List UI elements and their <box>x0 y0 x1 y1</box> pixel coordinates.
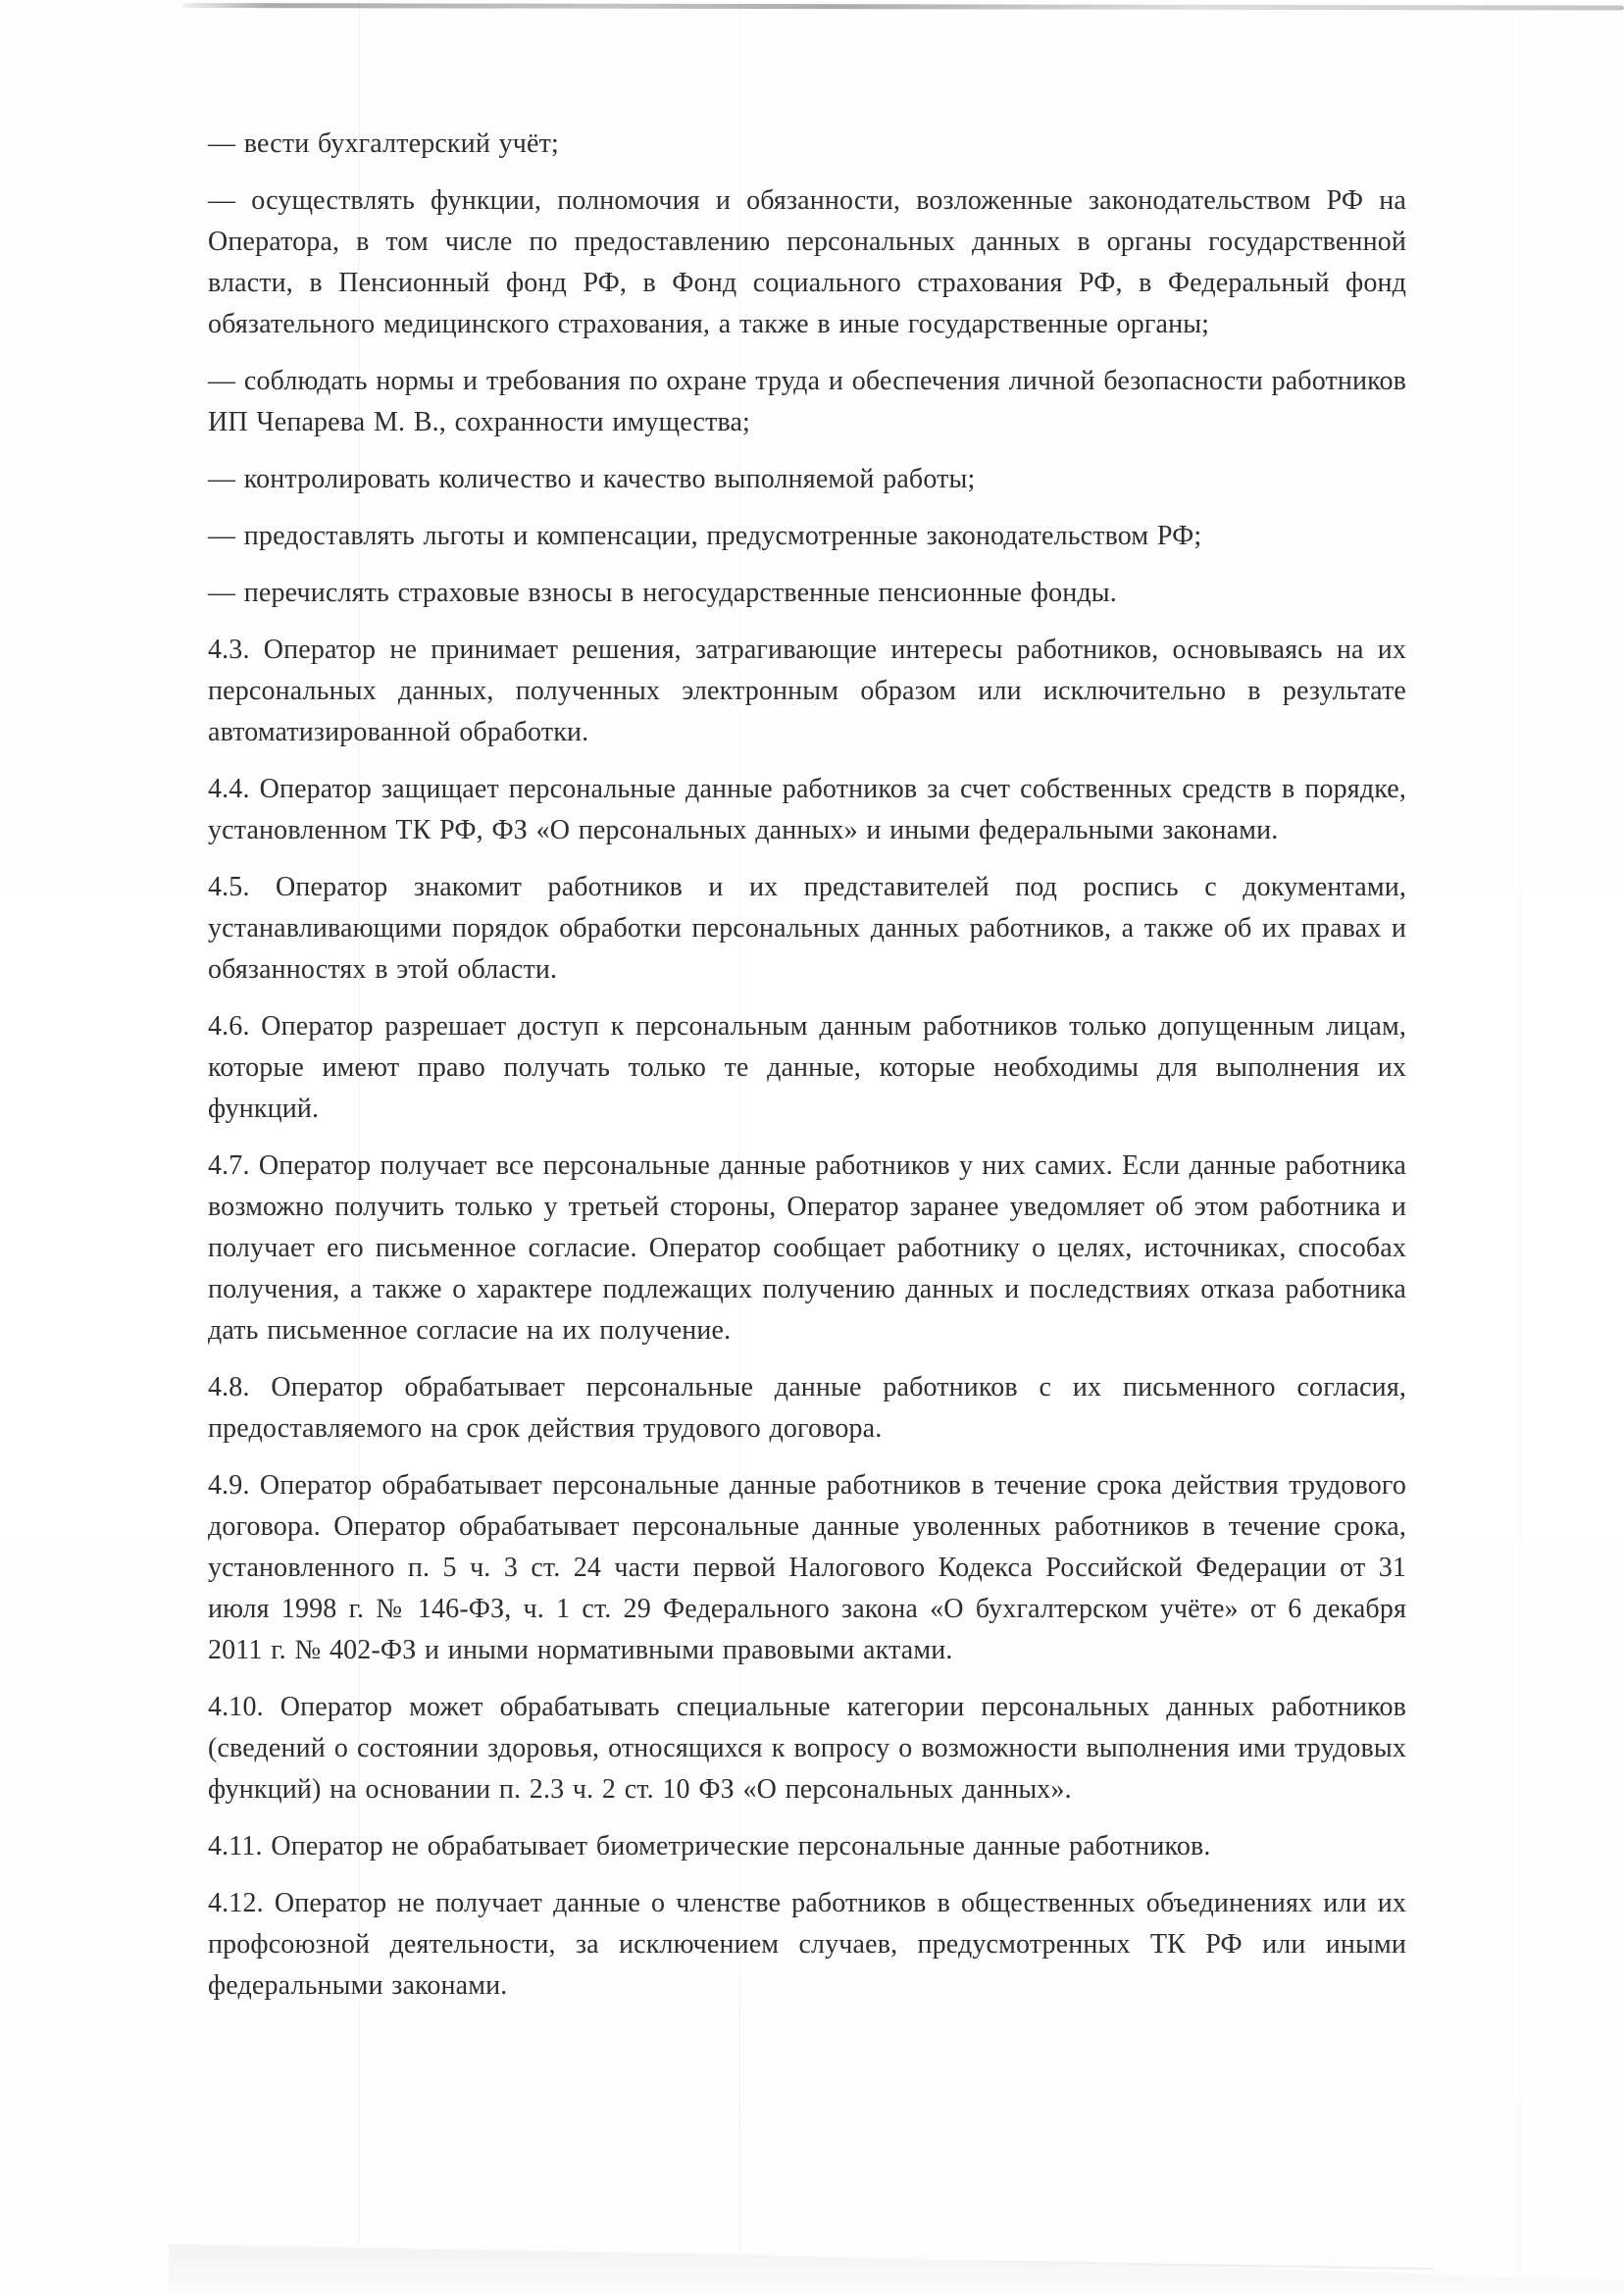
scan-artifact-bottom-shadow <box>169 2237 1624 2294</box>
scan-artifact-streak <box>1519 0 1521 2294</box>
clause-4-5: 4.5. Оператор знакомит работников и их представителей под роспись с документами, устанавливающими порядок обработки персональных данных работников, а также об их правах и обязанностях в этой области. <box>208 872 1406 985</box>
clause-4-7: 4.7. Оператор получает все персональные данные работников у них самих. Если данные работника возможно получить только у третьей стороны, Оператор заранее уведомляет об этом работника и получает его письменное согласие. Оператор сообщает работнику о целях, источниках, способах получения, а также о характере подлежащих получению данных и последствиях отказа работника дать письменное согласие на их получение. <box>208 1150 1406 1346</box>
clause-4-6: 4.6. Оператор разрешает доступ к персональным данным работников только допущенным лицам, которые имеют право получать только те данные, которые необходимы для выполнения их функций. <box>208 1011 1406 1124</box>
clause-4-4: 4.4. Оператор защищает персональные данные работников за счет собственных средств в порядке, установленном ТК РФ, ФЗ «О персональных данных» и иными федеральными законами. <box>208 774 1406 845</box>
clause-4-9: 4.9. Оператор обрабатывает персональные данные работников в течение срока действия трудового договора. Оператор обрабатывает персональные данные уволенных работников в течение срока, установленного п. 5 ч. 3 ст. 24 части первой Налогового Кодекса Российской Федерации от 31 июля 1998 г. № 146-ФЗ, ч. 1 ст. 29 Федерального закона «О бухгалтерском учёте» от 6 декабря 2011 г. № 402-ФЗ и иными нормативными правовыми актами. <box>208 1470 1406 1665</box>
scan-artifact-top-line <box>182 3 1624 11</box>
clause-4-11: 4.11. Оператор не обрабатывает биометрические персональные данные работников. <box>208 1831 1211 1861</box>
document-body <box>208 124 1406 2022</box>
list-item-benefits: — предоставлять льготы и компенсации, предусмотренные законодательством РФ; <box>208 521 1202 551</box>
clause-4-10: 4.10. Оператор может обрабатывать специальные категории персональных данных работников (сведений о состоянии здоровья, относящихся к вопросу о возможности выполнения ими трудовых функций) на основании п. 2.3 ч. 2 ст. 10 ФЗ «О персональных данных». <box>208 1692 1406 1805</box>
list-item-functions: — осуществлять функции, полномочия и обязанности, возложенные законодательством РФ на Оператора, в том числе по предоставлению персональных данных в органы государственной власти, в Пенсионный фонд РФ, в Фонд социального страхования РФ, в Федеральный фонд обязательного медицинского страхования, а также в иные государственные органы; <box>208 185 1406 339</box>
list-item-quality-control: — контролировать количество и качество выполняемой работы; <box>208 464 976 494</box>
clause-4-8: 4.8. Оператор обрабатывает персональные данные работников с их письменного согласия, предоставляемого на срок действия трудового договора. <box>208 1372 1406 1444</box>
list-item-accounting: — вести бухгалтерский учёт; <box>208 128 559 159</box>
list-item-insurance: — перечислять страховые взносы в негосударственные пенсионные фонды. <box>208 578 1117 608</box>
list-item-labor-safety: — соблюдать нормы и требования по охране труда и обеспечения личной безопасности работников ИП Чепарева М. В., сохранности имущества; <box>208 366 1406 437</box>
clause-4-12: 4.12. Оператор не получает данные о членстве работников в общественных объединениях или их профсоюзной деятельности, за исключением случаев, предусмотренных ТК РФ или иными федеральными законами. <box>208 1888 1406 2001</box>
clause-4-3: 4.3. Оператор не принимает решения, затрагивающие интересы работников, основываясь на их персональных данных, полученных электронным образом или исключительно в результате автоматизированной обработки. <box>208 635 1406 747</box>
